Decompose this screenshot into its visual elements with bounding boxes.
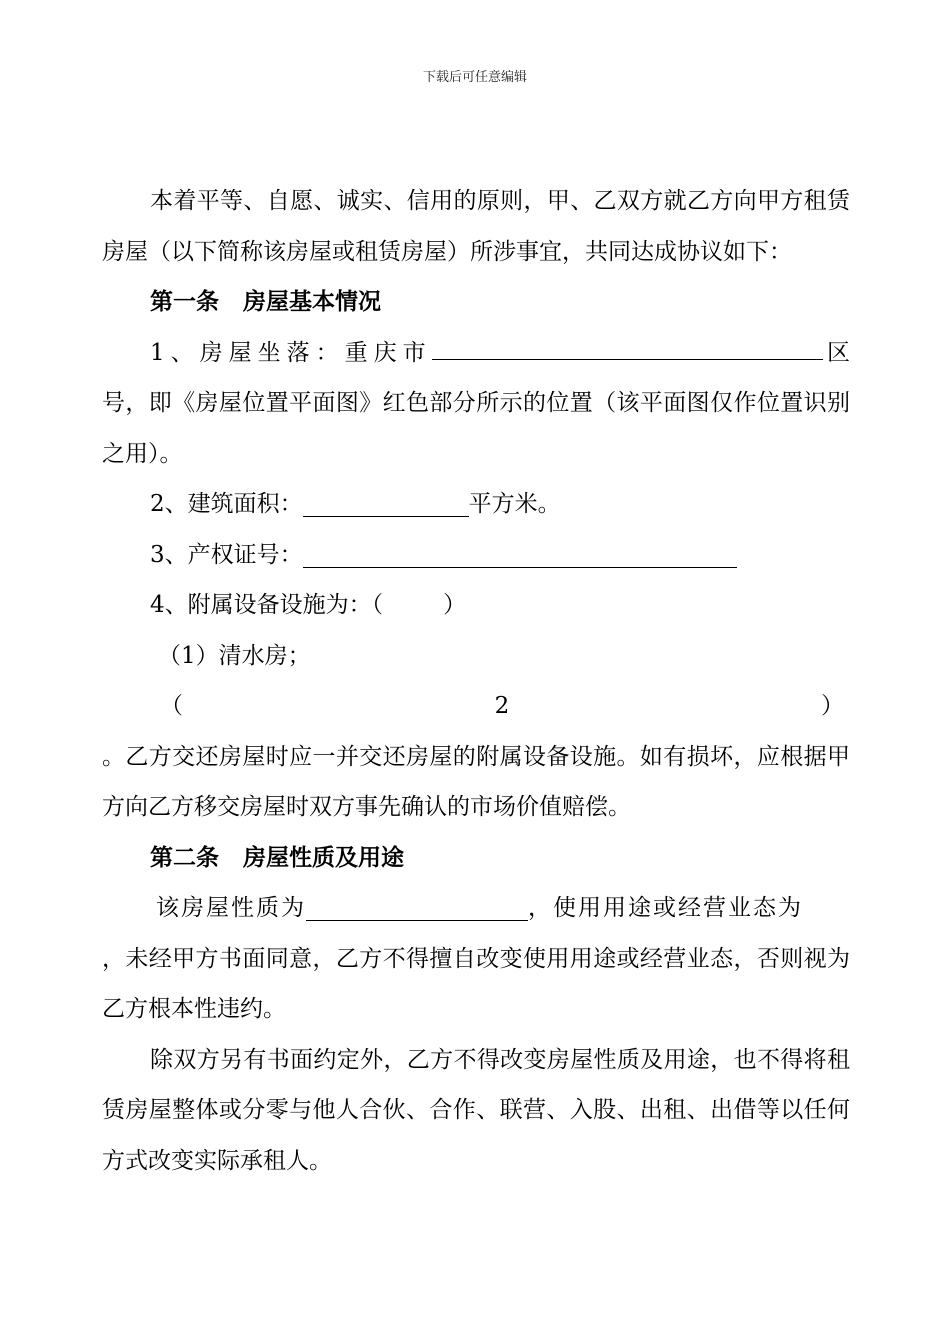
area-blank[interactable] [303,488,469,517]
article1-number: 第一条 [150,288,219,315]
article1-heading [102,277,850,328]
item1-continuation: 号，即《房屋位置平面图》红色部分所示的位置（该平面图仅作位置识别之用）。 [102,390,850,467]
item4-label: 4、附属设备设施为：（ [150,592,384,618]
property-nature-label: 该房屋性质为 [156,895,306,921]
intro-paragraph: 本着平等、自愿、诚实、信用的原则，甲、乙双方就乙方向甲方租赁房屋（以下简称该房屋或租赁房屋）所涉事宜，共同达成协议如下： [102,188,850,265]
article2-title: 房屋性质及用途 [243,843,404,871]
article2-heading [102,833,850,884]
item1-line [102,328,850,379]
option2-close: ） [820,693,844,719]
district-blank[interactable] [432,331,823,360]
article2-number: 第二条 [150,843,219,871]
article2-p1-continuation: ，未经甲方书面同意，乙方不得擅自改变使用用途或经营业态，否则视为乙方根本性违约。 [102,945,850,1022]
item4-line [102,580,850,631]
item4-close: ） [443,592,467,618]
item4-continuation: 。乙方交还房屋时应一并交还房屋的附属设备设施。如有损坏，应根据甲方向乙方移交房屋时双方事先确认的市场价值赔偿。 [102,743,850,820]
item3-label: 3、产权证号： [150,541,303,568]
option2-number: 2 [494,693,510,719]
article2-p1-line [102,883,850,934]
option2-line [102,681,850,732]
property-nature-blank[interactable] [306,892,528,921]
usage-label: ，使用用途或经营业态为 [528,895,803,921]
article1-title: 房屋基本情况 [243,288,381,315]
item2-unit: 平方米。 [468,491,561,517]
page-header: 下载后可任意编辑 [422,70,527,85]
option1-line: （1）清水房； [158,642,311,669]
item2-label: 2、建筑面积： [150,491,303,517]
item2-line [102,479,850,530]
article2-p2: 除双方另有书面约定外，乙方不得改变房屋性质及用途，也不得将租赁房屋整体或分零与他人合伙、合作、联营、入股、出租、出借等以任何方式改变实际承租人。 [102,1046,850,1174]
item3-line [102,530,850,581]
item1-suffix: 区 [827,339,850,366]
option2-open: （ [160,693,183,719]
certificate-blank[interactable] [303,539,737,568]
item1-label: 1、房屋坐落：重庆市 [150,339,432,366]
document-body [102,176,850,1186]
